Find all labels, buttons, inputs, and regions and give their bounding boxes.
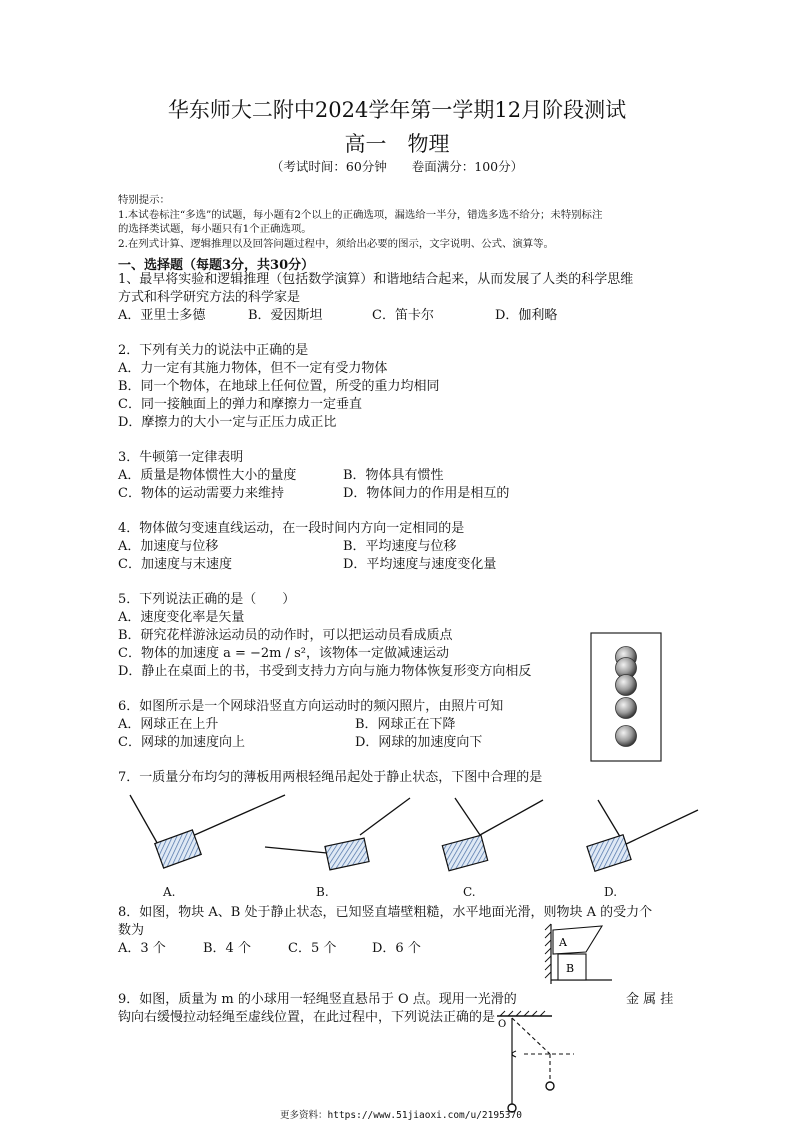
q9-pendulum-figure [492, 1010, 587, 1114]
ball-dashed-position [546, 1082, 554, 1090]
q5-option-d: D．静止在桌面上的书，书受到支持力方向与施力物体恢复形变方向相反 [118, 664, 532, 679]
q5-option-b: B．研究花样游泳运动员的动作时，可以把运动员看成质点 [118, 628, 453, 643]
q4-option-d: D．平均速度与速度变化量 [343, 557, 497, 572]
q2-option-c: C．同一接触面上的弹力和摩擦力一定垂直 [118, 397, 362, 412]
q7-figures [120, 790, 700, 890]
q6-option-b: B．网球正在下降 [355, 717, 456, 732]
q4-option-a: A．加速度与位移 [118, 539, 219, 554]
q8-option-c: C．5 个 [288, 941, 337, 956]
q6-option-c: C．网球的加速度向上 [118, 735, 245, 750]
q1-option-b: B．爱因斯坦 [248, 308, 323, 323]
q2-stem: 2．下列有关力的说法中正确的是 [118, 343, 309, 358]
q9-line-2: 钩向右缓慢拉动轻绳至虚线位置，在此过程中，下列说法正确的是 [118, 1010, 496, 1025]
q1-option-d: D．伽利略 [495, 308, 558, 323]
q2-option-a: A．力一定有其施力物体，但不一定有受力物体 [118, 361, 388, 376]
ball-4 [616, 698, 637, 719]
point-o-label: O [498, 1019, 507, 1030]
q4-option-c: C．加速度与末速度 [118, 557, 232, 572]
q8-line-2: 数为 [118, 923, 145, 938]
tips-line-1: 1.本试卷标注“多选”的试题，每小题有2个以上的正确选项，漏选给一半分，错选多选不给分；未特别标注 [118, 209, 603, 221]
footer-source: 更多资料：https://www.51jiaoxi.com/u/2195370 [280, 1110, 522, 1121]
q7-label-c: C. [463, 885, 476, 899]
q7-label-d: D. [604, 885, 618, 899]
q5-option-c: C．物体的加速度 a = −2m / s²，该物体一定做减速运动 [118, 646, 450, 661]
q9-line-1a: 9．如图，质量为 m 的小球用一轻绳竖直悬吊于 O 点。现用一光滑的 [118, 992, 517, 1007]
tips-heading: 特别提示： [118, 194, 170, 206]
q1-option-c: C．笛卡尔 [372, 308, 434, 323]
q6-option-d: D．网球的加速度向下 [355, 735, 483, 750]
q7-stem: 7．一质量分布均匀的薄板用两根轻绳吊起处于静止状态，下图中合理的是 [118, 770, 543, 785]
q5-stem: 5．下列说法正确的是（ ） [118, 592, 296, 607]
q7-label-b: B. [316, 885, 329, 899]
q4-option-b: B．平均速度与位移 [343, 539, 457, 554]
q8-option-a: A．3 个 [118, 941, 166, 956]
q8-blocks-figure [544, 922, 614, 986]
q2-option-b: B．同一个物体，在地球上任何位置，所受的重力均相同 [118, 379, 440, 394]
q6-strobe-photo-figure [590, 632, 662, 762]
q7-figure-d [587, 800, 698, 871]
ball-5 [616, 726, 637, 747]
q6-option-a: A．网球正在上升 [118, 717, 219, 732]
q8-line-1: 8．如图，物块 A、B 处于静止状态，已知竖直墙壁粗糙，水平地面光滑，则物块 A 的受力个 [118, 905, 653, 920]
q3-stem: 3．牛顿第一定律表明 [118, 450, 244, 465]
tips-line-3: 2.在列式计算、逻辑推理以及回答问题过程中，须给出必要的图示，文字说明、公式、演算等。 [118, 238, 554, 250]
q8-option-b: B．4 个 [203, 941, 251, 956]
q9-line-1b: 金 属 挂 [626, 992, 674, 1007]
ball-3 [616, 675, 637, 696]
section-heading: 一、选择题（每题3分，共30分） [118, 258, 315, 273]
tips-line-2: 的选择类试题，每小题只有1个正确选项。 [118, 223, 312, 235]
q5-option-a: A．速度变化率是矢量 [118, 610, 245, 625]
q1-option-a: A．亚里士多德 [118, 308, 206, 323]
q6-stem: 6．如图所示是一个网球沿竖直方向运动时的频闪照片，由照片可知 [118, 699, 504, 714]
exam-meta: （考试时间：60分钟 卷面满分：100分） [270, 159, 524, 174]
block-b-label: B [566, 962, 575, 975]
q2-option-d: D．摩擦力的大小一定与正压力成正比 [118, 415, 337, 430]
q1-line-2: 方式和科学研究方法的科学家是 [118, 290, 301, 305]
q4-stem: 4．物体做匀变速直线运动，在一段时间内方向一定相同的是 [118, 521, 465, 536]
q3-option-a: A．质量是物体惯性大小的量度 [118, 468, 297, 483]
q1-line-1: 1、最早将实验和逻辑推理（包括数学演算）和谐地结合起来，从而发展了人类的科学思维 [118, 272, 634, 287]
q8-option-d: D．6 个 [372, 941, 421, 956]
q7-figure-c [442, 798, 543, 871]
q3-option-c: C．物体的运动需要力来维持 [118, 486, 284, 501]
q7-label-a: A. [163, 885, 176, 899]
q7-figure-b [265, 798, 410, 870]
q3-option-d: D．物体间力的作用是相互的 [343, 486, 510, 501]
block-a-label: A [559, 936, 567, 949]
exam-title: 华东师大二附中2024学年第一学期12月阶段测试 [167, 98, 627, 122]
exam-subtitle: 高一 物理 [344, 132, 450, 156]
q7-figure-a [130, 795, 285, 868]
q3-option-b: B．物体具有惯性 [343, 468, 444, 483]
